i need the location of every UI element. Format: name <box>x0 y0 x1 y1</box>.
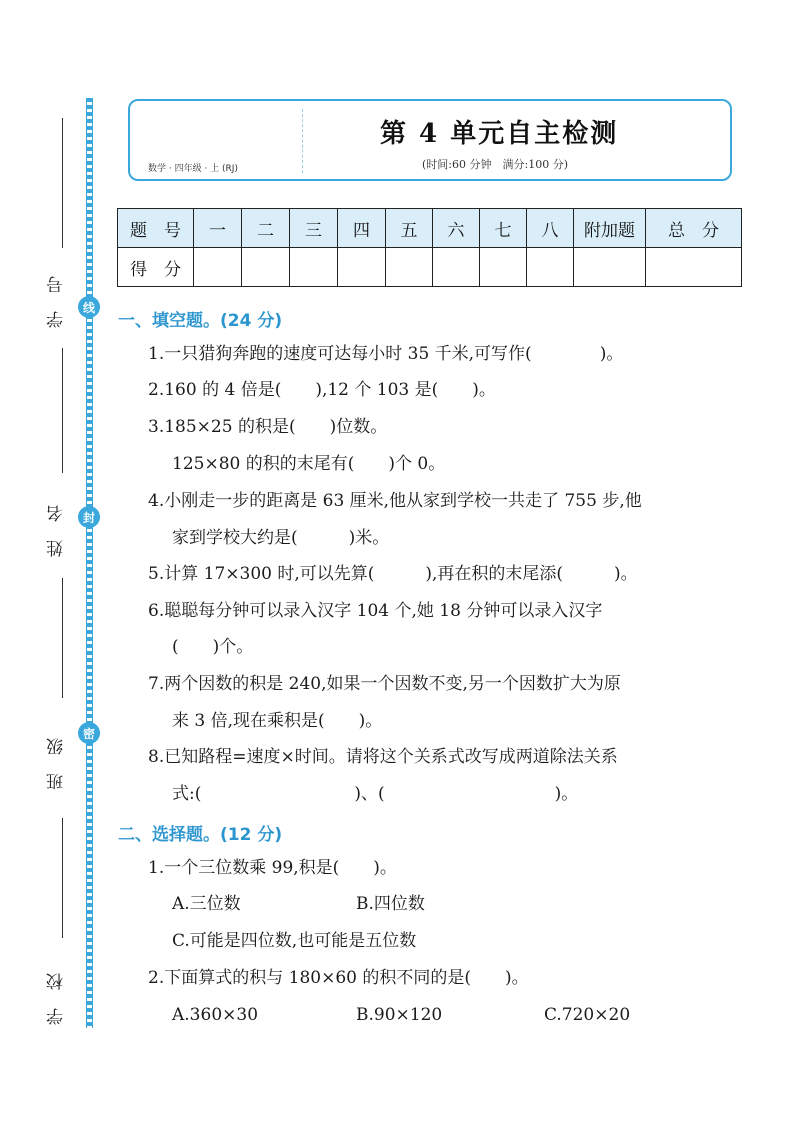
score-table-score-row <box>118 248 742 287</box>
subject-label: 数学 · 四年级 · 上 (RJ) <box>148 164 238 174</box>
exam-meta: (时间:60 分钟 满分:100 分) <box>422 158 568 171</box>
score-header-cell: 一 <box>194 209 242 248</box>
score-blank-cell[interactable] <box>646 248 742 287</box>
question-line: 来 3 倍,现在乘积是( )。 <box>172 711 383 731</box>
class-label: 班级 <box>47 720 67 790</box>
name-field-rule <box>62 348 63 473</box>
question-line: 2.下面算式的积与 180×60 的积不同的是( )。 <box>148 968 529 988</box>
question-line: 8.已知路程=速度×时间。请将这个关系式改写成两道除法关系 <box>148 747 618 767</box>
seal-seal-marker: 封 <box>78 506 100 528</box>
name-field-rule <box>62 118 63 248</box>
question-line: 式:( )、( )。 <box>172 784 579 804</box>
score-header-cell: 六 <box>433 209 480 248</box>
question-line: 1.一只猎狗奔跑的速度可达每小时 35 千米,可写作( )。 <box>148 344 624 364</box>
student-name-label: 姓名 <box>47 487 67 557</box>
score-header-cell: 三 <box>290 209 338 248</box>
score-header-cell: 八 <box>527 209 574 248</box>
score-row-label: 得 分 <box>118 248 194 287</box>
question-line: ( )个。 <box>172 637 254 657</box>
score-header-cell: 附加题 <box>574 209 646 248</box>
question-line: 6.聪聪每分钟可以录入汉字 104 个,她 18 分钟可以录入汉字 <box>148 601 603 621</box>
question-line: 家到学校大约是( )米。 <box>172 528 390 548</box>
school-label: 学校 <box>47 955 67 1025</box>
question-line: 5.计算 17×300 时,可以先算( ),再在积的末尾添( )。 <box>148 564 638 584</box>
question-line: 7.两个因数的积是 240,如果一个因数不变,另一个因数扩大为原 <box>148 674 621 694</box>
section-title-multiple-choice: 二、选择题。(12 分) <box>118 825 283 845</box>
choice-option: C.可能是四位数,也可能是五位数 <box>172 931 417 951</box>
question-line: 1.一个三位数乘 99,积是( )。 <box>148 858 397 878</box>
score-blank-cell[interactable] <box>574 248 646 287</box>
score-table-header-row <box>118 209 742 248</box>
name-field-rule <box>62 578 63 698</box>
name-field-rule <box>62 818 63 938</box>
seal-secret-marker: 密 <box>78 722 100 744</box>
score-blank-cell[interactable] <box>527 248 574 287</box>
question-line: 2.160 的 4 倍是( ),12 个 103 是( )。 <box>148 380 496 400</box>
choice-option: B.四位数 <box>356 894 425 914</box>
choice-option: A.三位数 <box>172 894 241 914</box>
header-divider <box>302 109 303 173</box>
choice-option: A.360×30 <box>172 1005 259 1025</box>
score-header-cell: 五 <box>386 209 433 248</box>
score-header-cell: 七 <box>480 209 527 248</box>
score-blank-cell[interactable] <box>433 248 480 287</box>
score-blank-cell[interactable] <box>480 248 527 287</box>
score-header-cell: 四 <box>338 209 386 248</box>
choice-option: C.720×20 <box>544 1005 631 1025</box>
score-blank-cell[interactable] <box>386 248 433 287</box>
score-table <box>117 208 742 287</box>
exam-header <box>128 99 732 181</box>
question-line: 3.185×25 的积是( )位数。 <box>148 417 388 437</box>
question-line: 4.小刚走一步的距离是 63 厘米,他从家到学校一共走了 755 步,他 <box>148 491 642 511</box>
score-blank-cell[interactable] <box>338 248 386 287</box>
student-id-label: 学号 <box>47 258 67 328</box>
score-blank-cell[interactable] <box>242 248 290 287</box>
section-title-fill-blank: 一、填空题。(24 分) <box>118 311 283 331</box>
score-blank-cell[interactable] <box>194 248 242 287</box>
seal-line-marker: 线 <box>78 296 100 318</box>
question-line: 125×80 的积的末尾有( )个 0。 <box>172 454 446 474</box>
choice-option: B.90×120 <box>356 1005 443 1025</box>
binding-line <box>86 98 93 1028</box>
score-header-cell: 总 分 <box>646 209 742 248</box>
score-header-cell: 题 号 <box>118 209 194 248</box>
score-blank-cell[interactable] <box>290 248 338 287</box>
exam-title: 第 4 单元自主检测 <box>380 119 619 149</box>
score-header-cell: 二 <box>242 209 290 248</box>
